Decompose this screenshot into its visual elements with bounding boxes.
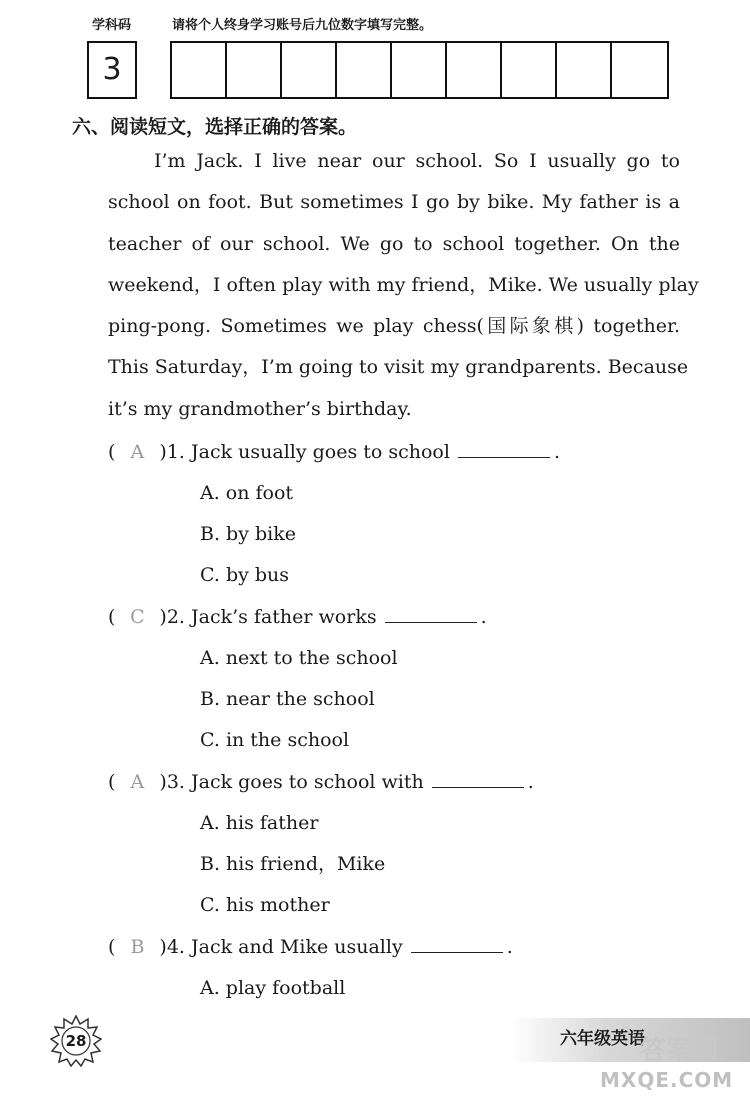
answer-blank [411, 932, 503, 953]
answer-blank [385, 602, 477, 623]
option-b: B. his friend，Mike [200, 853, 386, 875]
section-title: 六、阅读短文，选择正确的答案。 [72, 116, 358, 138]
digit-box[interactable] [282, 43, 337, 97]
answer-slot[interactable]: B [130, 936, 145, 958]
option-a: A. next to the school [200, 647, 398, 669]
question-stem: )2. Jack’s father works [159, 606, 377, 628]
digit-box[interactable] [227, 43, 282, 97]
question-3 [108, 762, 534, 802]
question-end: . [506, 936, 513, 958]
option-c: C. in the school [200, 729, 350, 751]
account-instruction: 请将个人终身学习账号后九位数字填写完整。 [172, 18, 433, 33]
option-c: C. his mother [200, 894, 330, 916]
option-a: A. on foot [200, 482, 294, 504]
question-1 [108, 432, 560, 472]
passage-line: I’m Jack. I live near our school. So I usually go to [154, 150, 680, 172]
question-stem: )1. Jack usually goes to school [159, 441, 450, 463]
option-c: C. by bus [200, 564, 290, 586]
grade-label: 六年级英语 [560, 1029, 645, 1049]
answer-paren-open: ( [108, 771, 116, 793]
passage-line: teacher of our school. We go to school together. On the [108, 232, 680, 255]
account-digit-boxes [170, 41, 669, 99]
question-end: . [527, 771, 534, 793]
answer-slot[interactable]: C [130, 606, 145, 628]
question-end: . [553, 441, 560, 463]
option-b: B. by bike [200, 523, 296, 545]
digit-box[interactable] [612, 43, 667, 97]
answer-paren-open: ( [108, 606, 116, 628]
watermark-logo: 答案圈 [640, 1036, 719, 1066]
answer-blank [458, 437, 550, 458]
passage-line: weekend，I often play with my friend，Mike. We usually play [108, 273, 699, 296]
passage-line: it’s my grandmother’s birthday. [108, 397, 412, 420]
page-number: 28 [65, 1032, 87, 1050]
digit-box[interactable] [337, 43, 392, 97]
question-end: . [480, 606, 487, 628]
answer-paren-open: ( [108, 936, 116, 958]
digit-box[interactable] [502, 43, 557, 97]
reading-passage [108, 141, 699, 430]
question-stem: )3. Jack goes to school with [159, 771, 424, 793]
passage-line: ping-pong. Sometimes we play chess(国际象棋) together. [108, 315, 680, 338]
answer-blank [432, 767, 524, 788]
answer-slot[interactable]: A [130, 771, 145, 793]
answer-paren-open: ( [108, 441, 116, 463]
question-2 [108, 597, 487, 637]
question-4 [108, 927, 513, 967]
watermark-url: MXQE.COM [600, 1068, 734, 1092]
option-a: A. play football [200, 977, 346, 999]
option-a: A. his father [200, 812, 319, 834]
subject-code-box: 3 [87, 41, 137, 99]
subject-code-label: 学科码 [92, 18, 132, 33]
digit-box[interactable] [557, 43, 612, 97]
answer-slot[interactable]: A [130, 441, 145, 463]
question-stem: )4. Jack and Mike usually [159, 936, 403, 958]
digit-box[interactable] [392, 43, 447, 97]
passage-line: school on foot. But sometimes I go by bike. My father is a [108, 191, 680, 214]
passage-line: This Saturday，I’m going to visit my grandparents. Because [108, 356, 689, 379]
digit-box[interactable] [447, 43, 502, 97]
option-b: B. near the school [200, 688, 375, 710]
digit-box[interactable] [172, 43, 227, 97]
